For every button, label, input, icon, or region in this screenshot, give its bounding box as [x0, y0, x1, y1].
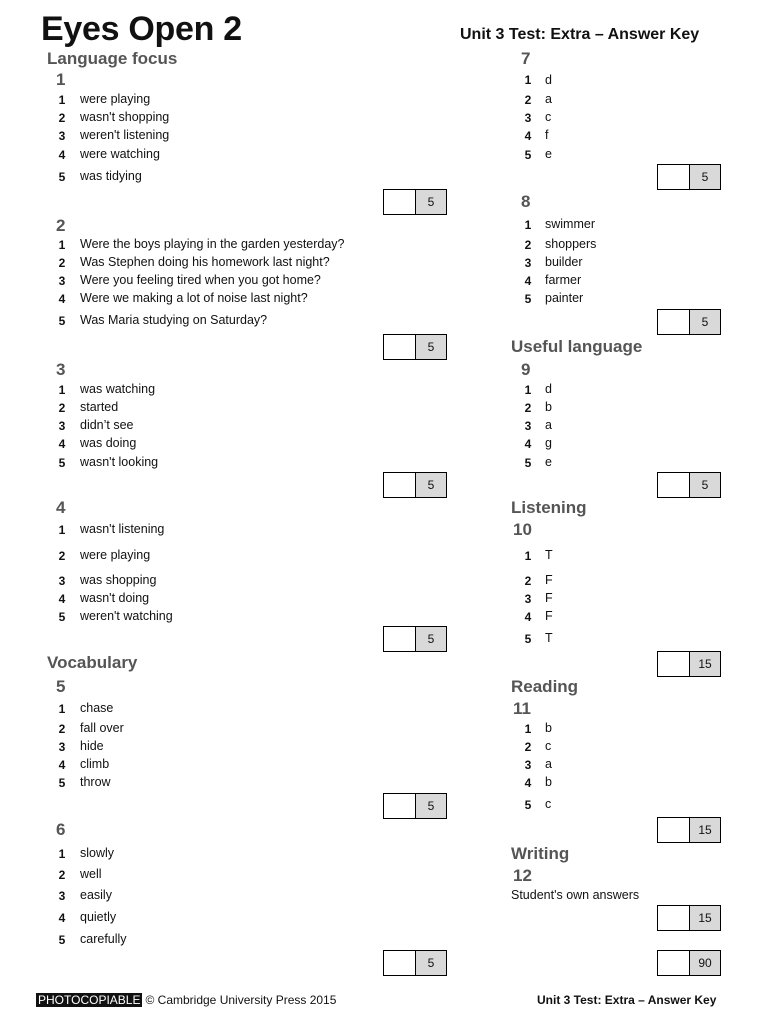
score-entry-field[interactable] [658, 652, 690, 676]
score-entry-field[interactable] [658, 473, 690, 497]
question-7-number: 7 [521, 49, 531, 68]
score-entry-field[interactable] [658, 165, 690, 189]
answer-text: swimmer [545, 217, 595, 231]
answer-text: chase [80, 701, 114, 715]
score-box[interactable] [657, 651, 721, 677]
item-number: 2 [58, 111, 66, 125]
item-number: 2 [524, 740, 532, 754]
answer-text: started [80, 400, 119, 414]
unit-title: Unit 3 Test: Extra – Answer Key [460, 26, 700, 43]
answer-text: slowly [80, 846, 115, 860]
score-box[interactable] [657, 905, 721, 931]
answer-text: was shopping [80, 573, 157, 587]
footer-copyright [36, 993, 336, 1007]
answer-text: quietly [80, 910, 117, 924]
answer-text: T [545, 548, 553, 562]
score-box[interactable] [657, 164, 721, 190]
score-box[interactable] [383, 793, 447, 819]
total-max-score: 90 [690, 951, 720, 975]
score-box[interactable] [383, 189, 447, 215]
item-number: 4 [524, 437, 532, 451]
answer-text: F [545, 609, 553, 623]
item-number: 1 [58, 523, 66, 537]
answer-text: e [545, 455, 552, 469]
page-title: Eyes Open 2 [41, 10, 242, 48]
item-number: 5 [58, 456, 66, 470]
score-entry-field[interactable] [384, 627, 416, 651]
answer-text: a [545, 92, 552, 106]
score-entry-field[interactable] [384, 951, 416, 975]
score-box[interactable] [657, 472, 721, 498]
answer-text: b [545, 721, 552, 735]
item-number: 5 [524, 632, 532, 646]
item-number: 3 [58, 574, 66, 588]
score-box[interactable] [657, 309, 721, 335]
total-score-box[interactable] [657, 950, 721, 976]
footer-unit-title: Unit 3 Test: Extra – Answer Key [537, 993, 717, 1007]
answer-text: well [80, 867, 102, 881]
item-number: 4 [58, 758, 66, 772]
score-box[interactable] [383, 334, 447, 360]
answer-text: wasn't looking [80, 455, 159, 469]
score-entry-field[interactable] [384, 473, 416, 497]
answer-text: a [545, 418, 552, 432]
answer-text: farmer [545, 273, 582, 287]
score-entry-field[interactable] [384, 335, 416, 359]
question-4-number: 4 [56, 498, 66, 517]
item-number: 5 [58, 170, 66, 184]
score-entry-field[interactable] [658, 906, 690, 930]
score-entry-field[interactable] [384, 794, 416, 818]
score-entry-field[interactable] [384, 190, 416, 214]
item-number: 1 [524, 383, 532, 397]
answer-text: a [545, 757, 552, 771]
question-5-number: 5 [56, 677, 66, 696]
score-entry-field[interactable] [658, 310, 690, 334]
answer-text: g [545, 436, 552, 450]
answer-text: throw [80, 775, 111, 789]
answer-text: c [545, 797, 552, 811]
answer-text: F [545, 591, 553, 605]
answer-text: were playing [80, 92, 151, 106]
question-10-number: 10 [513, 520, 532, 539]
item-number: 1 [58, 238, 66, 252]
answer-text: Was Stephen doing his homework last night? [80, 255, 330, 269]
answer-text: was watching [80, 382, 156, 396]
item-number: 3 [58, 419, 66, 433]
item-number: 1 [58, 847, 66, 861]
max-score: 15 [690, 906, 720, 930]
photocopiable-badge: PHOTOCOPIABLE [38, 993, 141, 1007]
item-number: 4 [524, 610, 532, 624]
score-entry-field[interactable] [658, 951, 690, 975]
question-8-number: 8 [521, 192, 531, 211]
item-number: 5 [58, 314, 66, 328]
score-box[interactable] [383, 472, 447, 498]
item-number: 1 [58, 702, 66, 716]
max-score: 5 [690, 473, 720, 497]
item-number: 2 [524, 238, 532, 252]
item-number: 4 [58, 292, 66, 306]
item-number: 1 [524, 73, 532, 87]
item-number: 5 [524, 148, 532, 162]
max-score: 5 [690, 310, 720, 334]
answer-text: f [545, 128, 549, 142]
score-box[interactable] [383, 626, 447, 652]
item-number: 3 [524, 758, 532, 772]
question-11-number: 11 [513, 699, 531, 718]
max-score: 5 [416, 473, 446, 497]
answer-text: builder [545, 255, 583, 269]
copyright-text: © Cambridge University Press 2015 [145, 993, 337, 1007]
item-number: 5 [58, 776, 66, 790]
item-number: 5 [58, 610, 66, 624]
item-number: 3 [524, 256, 532, 270]
item-number: 5 [524, 798, 532, 812]
answer-text: c [545, 110, 552, 124]
answer-text: shoppers [545, 237, 597, 251]
item-number: 3 [58, 274, 66, 288]
score-box[interactable] [383, 950, 447, 976]
item-number: 1 [58, 93, 66, 107]
item-number: 3 [524, 111, 532, 125]
answer-text: wasn't shopping [80, 110, 170, 124]
answer-text: b [545, 400, 552, 414]
answer-text: easily [80, 888, 112, 902]
item-number: 4 [58, 148, 66, 162]
section-reading: Reading [511, 677, 579, 696]
answer-text: d [545, 382, 552, 396]
answer-text: hide [80, 739, 104, 753]
item-number: 3 [58, 889, 66, 903]
item-number: 2 [58, 549, 66, 563]
score-box[interactable] [657, 817, 721, 843]
item-number: 5 [524, 292, 532, 306]
item-number: 1 [524, 218, 532, 232]
answer-text: wasn't doing [80, 591, 150, 605]
item-number: 4 [58, 437, 66, 451]
section-language-focus: Language focus [47, 49, 178, 68]
item-number: 4 [524, 274, 532, 288]
answer-text: climb [80, 757, 110, 771]
item-number: 4 [524, 129, 532, 143]
item-number: 2 [58, 722, 66, 736]
item-number: 3 [58, 129, 66, 143]
answer-text: Were we making a lot of noise last night? [80, 291, 308, 305]
answer-text: was doing [80, 436, 137, 450]
max-score: 5 [416, 335, 446, 359]
answer-text: e [545, 147, 552, 161]
max-score: 5 [690, 165, 720, 189]
question-1-number: 1 [56, 70, 66, 89]
item-number: 4 [524, 776, 532, 790]
max-score: 5 [416, 794, 446, 818]
answer-text: weren't watching [80, 609, 173, 623]
answer-text: b [545, 775, 552, 789]
item-number: 2 [58, 868, 66, 882]
item-number: 2 [524, 401, 532, 415]
question-2-number: 2 [56, 216, 66, 235]
answer-text: were playing [80, 548, 151, 562]
answer-text: Were the boys playing in the garden yesterday? [80, 237, 345, 251]
answer-text: T [545, 631, 553, 645]
answer-text: Was Maria studying on Saturday? [80, 313, 268, 327]
answer-text: F [545, 573, 553, 587]
item-number: 5 [524, 456, 532, 470]
answer-text: weren't listening [80, 128, 170, 142]
score-entry-field[interactable] [658, 818, 690, 842]
item-number: 3 [524, 419, 532, 433]
answer-text: c [545, 739, 552, 753]
section-vocabulary: Vocabulary [47, 653, 138, 672]
answer-text: was tidying [80, 169, 142, 183]
max-score: 15 [690, 652, 720, 676]
item-number: 2 [524, 574, 532, 588]
item-number: 1 [58, 383, 66, 397]
answer-text: carefully [80, 932, 127, 946]
section-writing: Writing [511, 844, 570, 863]
item-number: 1 [524, 722, 532, 736]
item-number: 3 [58, 740, 66, 754]
max-score: 5 [416, 190, 446, 214]
section-useful-language: Useful language [511, 337, 643, 356]
item-number: 2 [524, 93, 532, 107]
item-number: 1 [524, 549, 532, 563]
section-listening: Listening [511, 498, 587, 517]
item-number: 3 [524, 592, 532, 606]
answer-text: fall over [80, 721, 124, 735]
item-number: 4 [58, 911, 66, 925]
answer-text: wasn't listening [80, 522, 165, 536]
answer-text: Student's own answers [511, 888, 640, 902]
item-number: 2 [58, 256, 66, 270]
item-number: 2 [58, 401, 66, 415]
item-number: 4 [58, 592, 66, 606]
answer-text: were watching [80, 147, 160, 161]
max-score: 15 [690, 818, 720, 842]
answer-text: Were you feeling tired when you got home? [80, 273, 321, 287]
max-score: 5 [416, 951, 446, 975]
answer-text: d [545, 73, 552, 87]
question-9-number: 9 [521, 360, 531, 379]
max-score: 5 [416, 627, 446, 651]
question-12-number: 12 [513, 866, 532, 885]
question-3-number: 3 [56, 360, 66, 379]
answer-text: painter [545, 291, 584, 305]
item-number: 5 [58, 933, 66, 947]
answer-text: didn’t see [80, 418, 134, 432]
question-6-number: 6 [56, 820, 66, 839]
